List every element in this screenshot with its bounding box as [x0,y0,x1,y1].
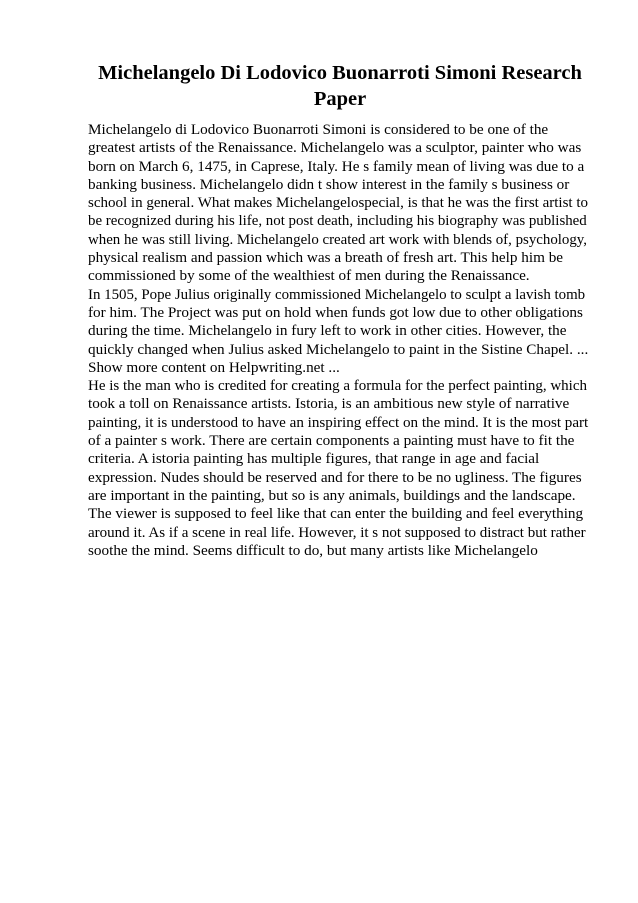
text-line: school in general. What makes Michelangelospecial, is that he was the first artist to [88,195,588,212]
text-line: greatest artists of the Renaissance. Michelangelo was a sculptor, painter who was [88,139,582,157]
text-line: took a toll on Renaissance artists. Istoria, is an ambitious new style of narrative [88,395,570,413]
page-title: Michelangelo Di Lodovico Buonarroti Simoni Research Paper [98,62,582,110]
text-line: The viewer is supposed to feel like that can enter the building and feel everything [88,505,584,523]
text-line: Michelangelo di Lodovico Buonarroti Simoni is considered to be one of the [88,121,549,138]
text-line: are important in the painting, but so is any animals, buildings and the landscape. [88,486,576,504]
text-line: when he was still living. Michelangelo created art work with blends of, psychology, [88,231,587,248]
text-line: In 1505, Pope Julius originally commissioned Michelangelo to sculpt a lavish tomb [88,286,586,303]
text-line: quickly changed when Julius asked Michelangelo to paint in the Sistine Chapel. ... [88,340,589,358]
text-line: during the time. Michelangelo in fury left to work in other cities. However, the [88,322,567,340]
text-line: expression. Nudes should be reserved and for there to be no ugliness. The figures [88,468,582,486]
text-line: for him. The Project was put on hold when funds got low due to other obligations [88,303,583,321]
document-body [88,121,588,560]
text-line: painting, it is understood to have an inspiring effect on the mind. It is the most part [88,414,589,431]
text-line: commissioned by some of the wealthiest of men during the Renaissance. [88,267,530,285]
text-line: Show more content on Helpwriting.net ... [88,358,340,376]
text-line: physical realism and passion which was a breath of fresh art. This help him be [88,249,564,267]
text-line: criteria. A istoria painting has multiple figures, that range in age and facial [88,450,540,468]
text-line: banking business. Michelangelo didn t show interest in the family s business or [88,175,570,193]
text-line: soothe the mind. Seems difficult to do, but many artists like Michelangelo [88,541,538,559]
text-line: of a painter s work. There are certain components a painting must have to fit the [88,432,575,450]
text-line: be recognized during his life, not post death, including his biography was published [88,213,587,230]
text-line: around it. As if a scene in real life. However, it s not supposed to distract but rather [88,524,586,541]
text-line: He is the man who is credited for creating a formula for the perfect painting, which [88,378,587,395]
text-line: born on March 6, 1475, in Caprese, Italy. He s family mean of living was due to a [88,157,585,175]
